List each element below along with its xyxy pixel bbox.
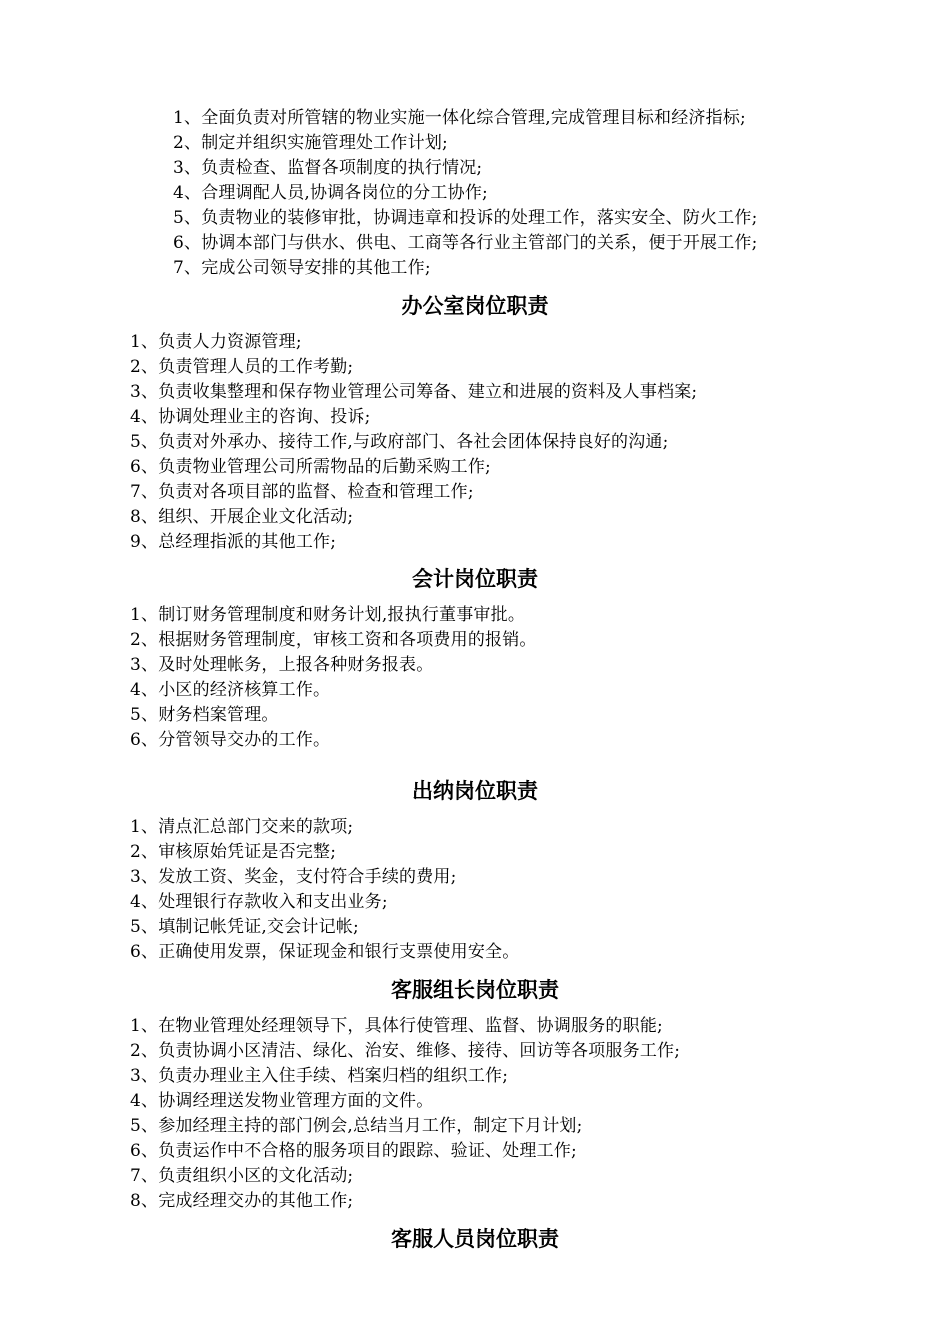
list-item: 2、负责管理人员的工作考勤; (130, 357, 354, 377)
list-item: 6、正确使用发票，保证现金和银行支票使用安全。 (130, 942, 520, 962)
list-item: 1、全面负责对所管辖的物业实施一体化综合管理,完成管理目标和经济指标; (173, 108, 746, 128)
list-item: 2、负责协调小区清洁、绿化、治安、维修、接待、回访等各项服务工作; (130, 1041, 681, 1061)
list-item: 1、清点汇总部门交来的款项; (130, 817, 354, 837)
list-item: 3、负责检查、监督各项制度的执行情况; (173, 158, 483, 178)
section-title-office: 办公室岗位职责 (401, 294, 549, 318)
list-item: 8、组织、开展企业文化活动; (130, 507, 354, 527)
list-item: 4、小区的经济核算工作。 (130, 680, 331, 700)
list-item: 5、填制记帐凭证,交会计记帐; (130, 917, 359, 937)
section-title-accountant: 会计岗位职责 (412, 567, 538, 591)
list-item: 1、负责人力资源管理; (130, 332, 302, 352)
list-item: 3、及时处理帐务，上报各种财务报表。 (130, 655, 434, 675)
list-item: 4、协调经理送发物业管理方面的文件。 (130, 1091, 434, 1111)
list-item: 2、审核原始凭证是否完整; (130, 842, 337, 862)
list-item: 8、完成经理交办的其他工作; (130, 1191, 354, 1211)
section-title-service-leader: 客服组长岗位职责 (391, 978, 559, 1002)
list-item: 6、负责运作中不合格的服务项目的跟踪、验证、处理工作; (130, 1141, 577, 1161)
list-item: 4、处理银行存款收入和支出业务; (130, 892, 388, 912)
list-item: 5、参加经理主持的部门例会,总结当月工作，制定下月计划; (130, 1116, 583, 1136)
list-item: 3、负责办理业主入住手续、档案归档的组织工作; (130, 1066, 509, 1086)
section-title-service-staff: 客服人员岗位职责 (391, 1227, 559, 1251)
list-item: 1、在物业管理处经理领导下，具体行使管理、监督、协调服务的职能; (130, 1016, 663, 1036)
section-title-cashier: 出纳岗位职责 (412, 779, 538, 803)
list-item: 1、制订财务管理制度和财务计划,报执行董事审批。 (130, 605, 526, 625)
list-item: 7、负责组织小区的文化活动; (130, 1166, 354, 1186)
list-item: 6、分管领导交办的工作。 (130, 730, 331, 750)
list-item: 4、协调处理业主的咨询、投诉; (130, 407, 371, 427)
list-item: 3、发放工资、奖金，支付符合手续的费用; (130, 867, 457, 887)
list-item: 2、制定并组织实施管理处工作计划; (173, 133, 448, 153)
list-item: 5、负责对外承办、接待工作,与政府部门、各社会团体保持良好的沟通; (130, 432, 669, 452)
list-item: 6、协调本部门与供水、供电、工商等各行业主管部门的关系，便于开展工作; (173, 233, 758, 253)
list-item: 5、财务档案管理。 (130, 705, 279, 725)
list-item: 2、根据财务管理制度，审核工资和各项费用的报销。 (130, 630, 537, 650)
list-item: 7、负责对各项目部的监督、检查和管理工作; (130, 482, 474, 502)
list-item: 9、总经理指派的其他工作; (130, 532, 337, 552)
list-item: 6、负责物业管理公司所需物品的后勤采购工作; (130, 457, 491, 477)
list-item: 7、完成公司领导安排的其他工作; (173, 258, 431, 278)
list-item: 5、负责物业的装修审批，协调违章和投诉的处理工作，落实安全、防火工作; (173, 208, 758, 228)
list-item: 3、负责收集整理和保存物业管理公司筹备、建立和进展的资料及人事档案; (130, 382, 698, 402)
list-item: 4、合理调配人员,协调各岗位的分工协作; (173, 183, 488, 203)
